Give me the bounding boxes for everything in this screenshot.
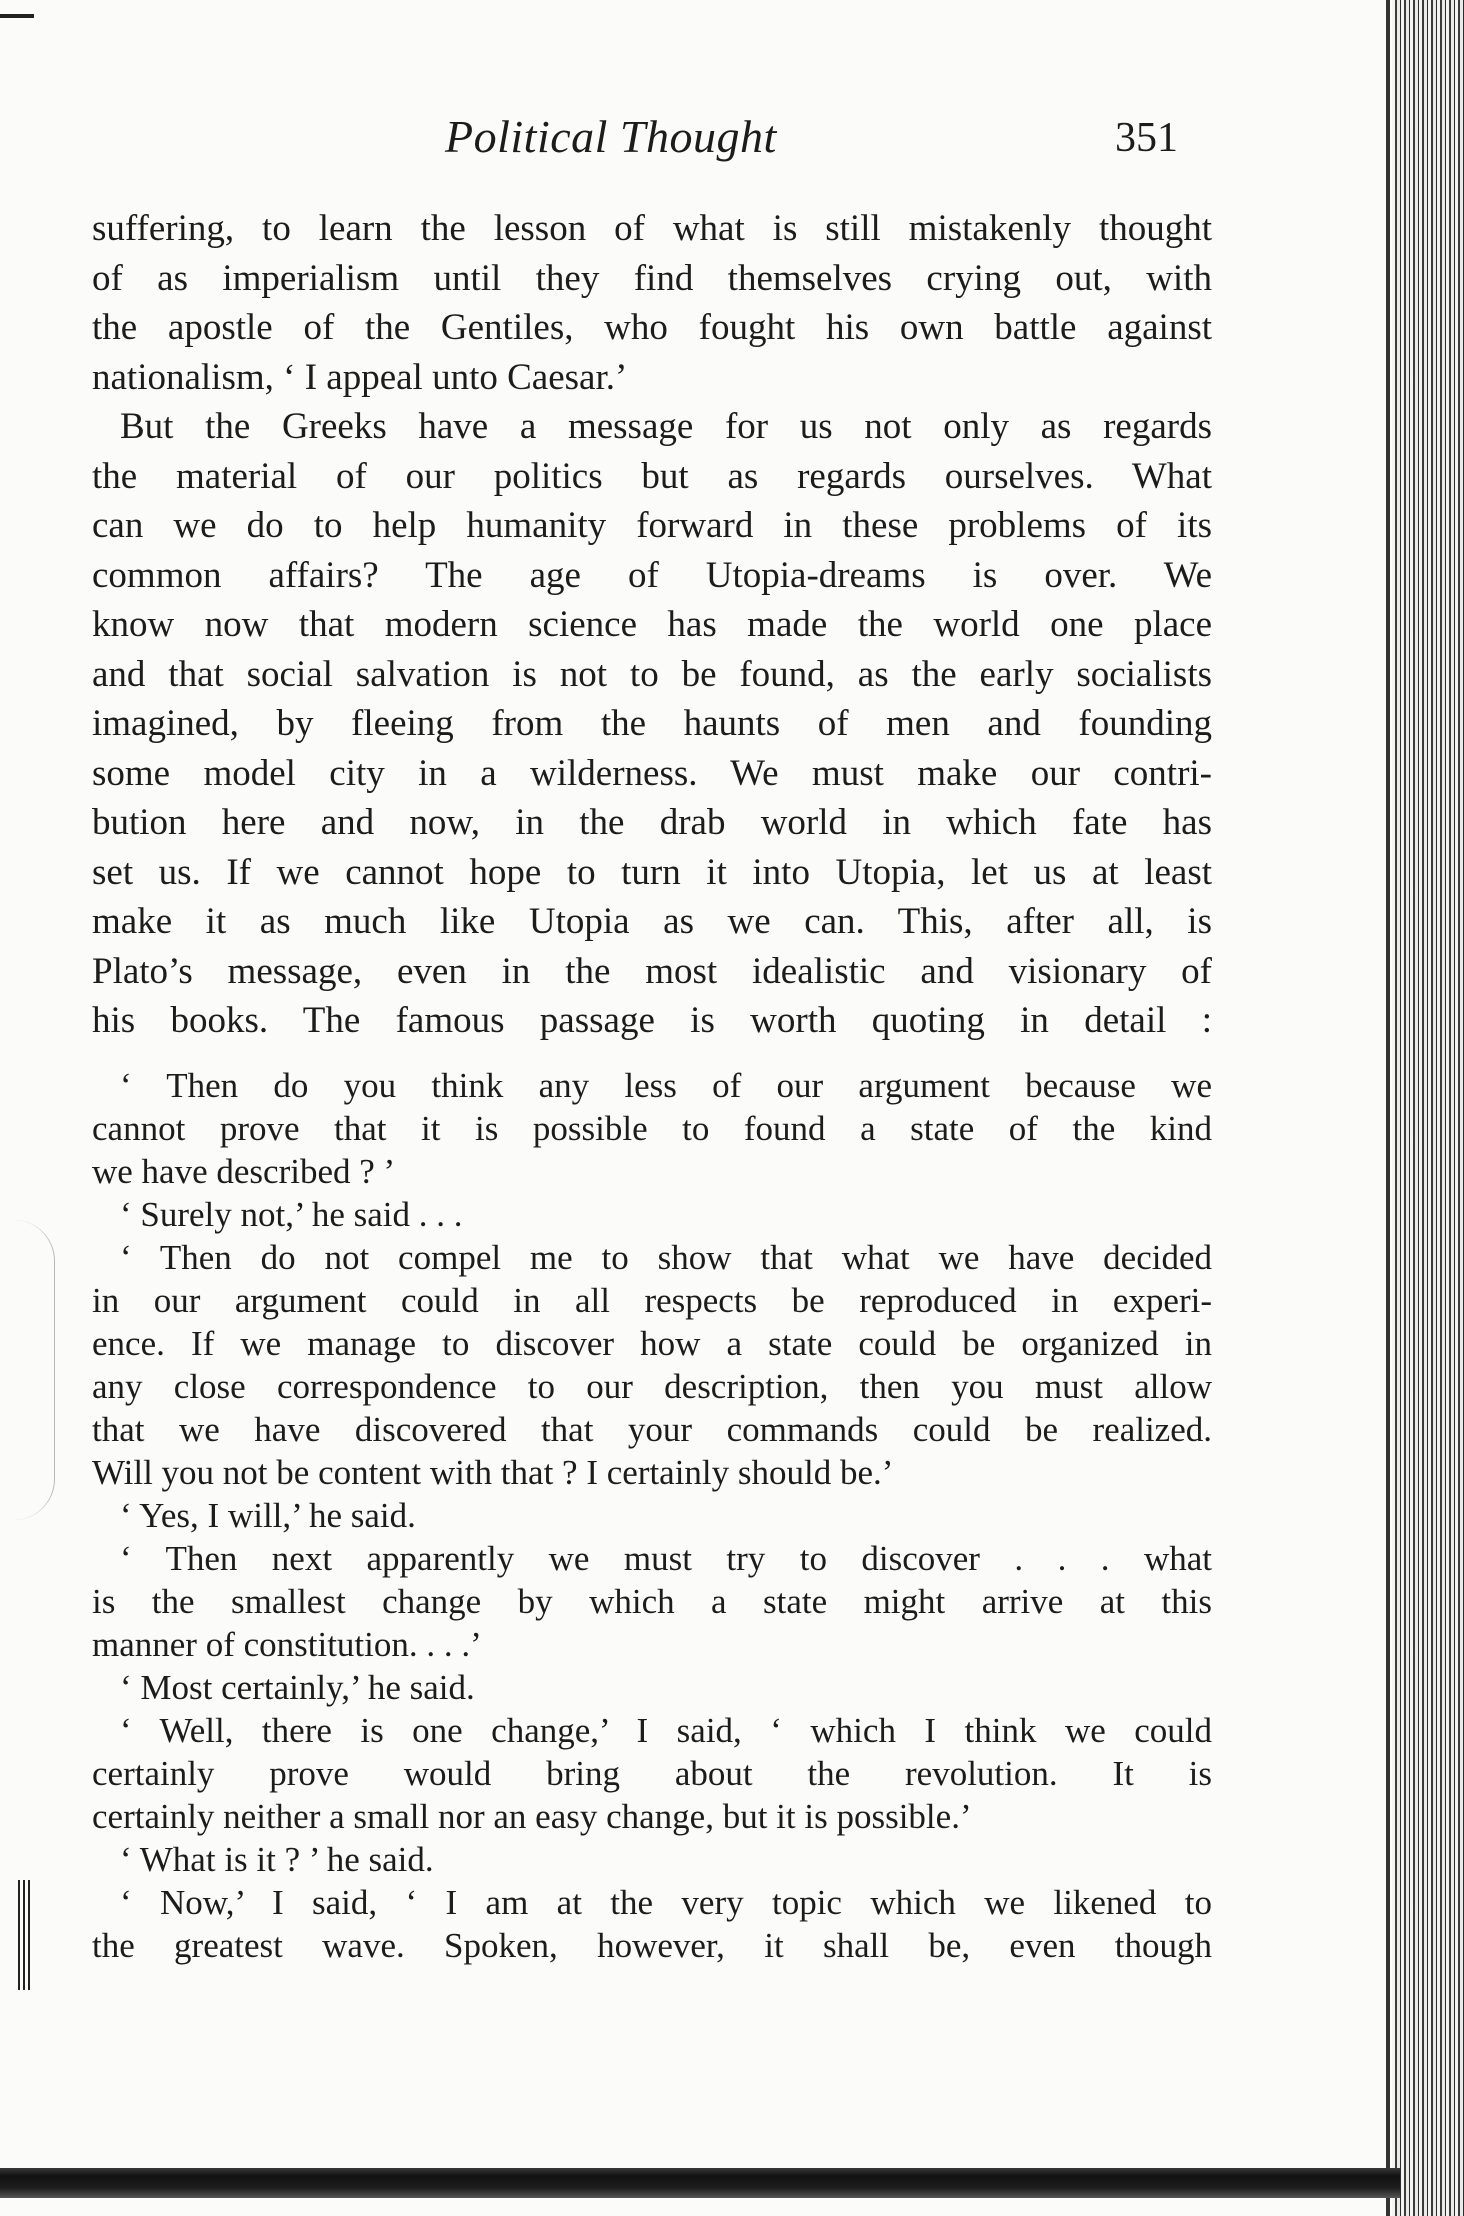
body-text [92,204,1212,1046]
quote-line: manner of constitution. . . .’ [92,1625,482,1664]
quote-line: Will you not be content with that ? I certainly should be.’ [92,1453,894,1492]
text-line: suffering, to learn the lesson of what is still mistakenly thought [92,208,1212,249]
quote-line: ‘ What is it ? ’ he said. [120,1840,434,1879]
running-title: Political Thought [445,111,777,162]
text-line: make it as much like Utopia as we can. This, after all, is [92,901,1212,942]
quote-line: ence. If we manage to discover how a state could be organized in [92,1324,1212,1363]
text-line: can we do to help humanity forward in these problems of its [92,505,1212,546]
left-margin-smudge [18,1880,32,1990]
quote-line: ‘ Now,’ I said, ‘ I am at the very topic which we likened to [120,1883,1212,1922]
quote-line: in our argument could in all respects be reproduced in experi- [92,1281,1212,1320]
quote-line: ‘ Surely not,’ he said . . . [120,1195,463,1234]
page-number: 351 [1115,115,1178,161]
text-line: know now that modern science has made the world one place [92,604,1212,645]
bottom-edge-shadow [0,2168,1400,2198]
scan-corner-mark [0,14,34,18]
text-line: Plato’s message, even in the most idealistic and visionary of [92,950,1212,992]
quote-line: the greatest wave. Spoken, however, it shall be, even though [92,1926,1212,1965]
page-edge-shadow [1386,0,1390,2216]
text-line: his books. The famous passage is worth quoting in detail : [92,1000,1212,1041]
text-line: the material of our politics but as regards ourselves. What [92,455,1212,497]
text-line: of as imperialism until they find themselves crying out, with [92,257,1212,299]
block-quotation [92,1064,1212,1967]
quote-line: ‘ Then do not compel me to show that what we have decided [120,1238,1212,1277]
quote-line: cannot prove that it is possible to found a state of the kind [92,1109,1212,1148]
quote-line: ‘ Yes, I will,’ he said. [120,1496,416,1535]
text-line: bution here and now, in the drab world in which fate has [92,802,1212,843]
quote-line: we have described ? ’ [92,1152,396,1191]
text-line: the apostle of the Gentiles, who fought his own battle against [92,307,1212,348]
quote-line: ‘ Well, there is one change,’ I said, ‘ which I think we could [120,1711,1212,1750]
running-head [0,110,1464,170]
text-line: set us. If we cannot hope to turn it into Utopia, let us at least [92,851,1212,893]
quote-line: is the smallest change by which a state might arrive at this [92,1582,1212,1621]
left-margin-curve [14,1220,55,1520]
quote-line: ‘ Then next apparently we must try to discover . . . what [120,1539,1212,1578]
text-line: common affairs? The age of Utopia-dreams is over. We [92,554,1212,596]
quote-line: ‘ Then do you think any less of our argument because we [120,1066,1212,1105]
text-line: But the Greeks have a message for us not only as regards [120,406,1212,447]
quote-line: ‘ Most certainly,’ he said. [120,1668,475,1707]
text-line: and that social salvation is not to be found, as the early socialists [92,653,1212,695]
book-binding-stripes [1392,0,1464,2216]
quote-line: certainly neither a small nor an easy change, but it is possible.’ [92,1797,972,1836]
text-line: nationalism, ‘ I appeal unto Caesar.’ [92,356,628,398]
quote-line: that we have discovered that your commands could be realized. [92,1410,1212,1449]
text-line: imagined, by fleeing from the haunts of men and founding [92,703,1212,744]
quote-line: any close correspondence to our description, then you must allow [92,1367,1212,1406]
text-line: some model city in a wilderness. We must make our contri- [92,752,1212,794]
quote-line: certainly prove would bring about the revolution. It is [92,1754,1212,1793]
